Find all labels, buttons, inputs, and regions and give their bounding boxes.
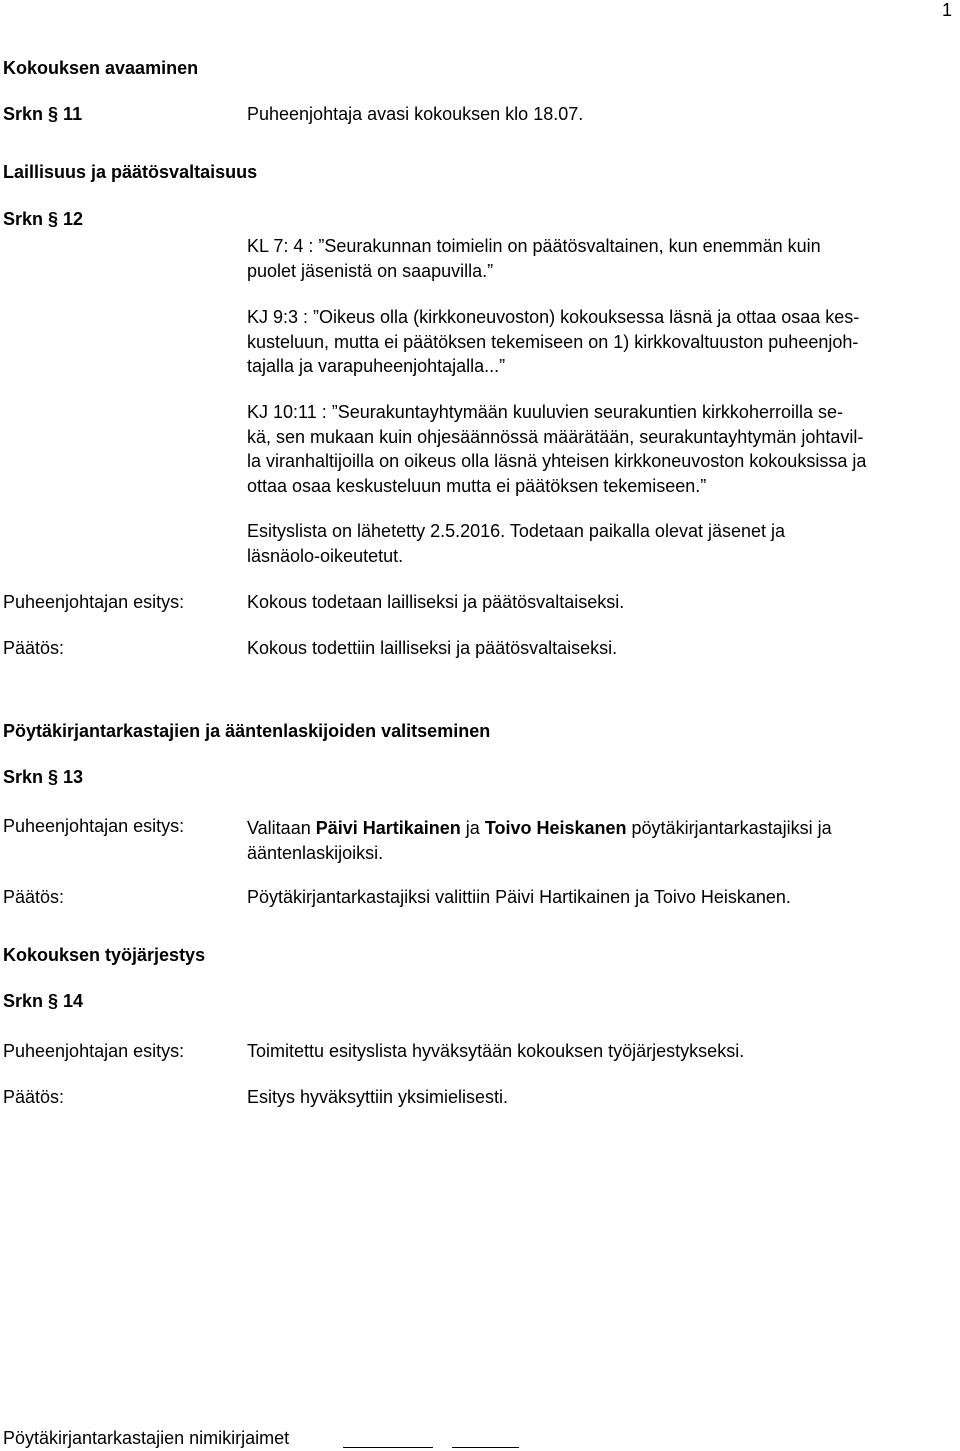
kj93-quote-line: kusteluun, mutta ei päätöksen tekemiseen on 1) kirkkovaltuuston puheenjoh- bbox=[247, 331, 859, 352]
kj93-quote-line: tajalla ja varapuheenjohtajalla...” bbox=[247, 356, 506, 376]
srkn-prefix: Srkn bbox=[3, 767, 49, 787]
decision-text: Esitys hyväksyttiin yksimielisesti. bbox=[247, 1087, 509, 1107]
inspectors-proposal-line bbox=[247, 816, 957, 841]
srkn-number: 12 bbox=[63, 209, 84, 229]
inspectors-proposal-paragraph bbox=[247, 816, 957, 865]
signature-line bbox=[343, 1447, 433, 1448]
srkn-11: Srkn § 11 bbox=[3, 104, 83, 124]
section-heading-agenda: Kokouksen työjärjestys bbox=[3, 945, 206, 965]
agenda-sent-paragraph bbox=[247, 519, 957, 568]
srkn-14: Srkn § 14 bbox=[3, 991, 84, 1011]
srkn-prefix: Srkn bbox=[3, 991, 49, 1011]
agenda-sent-line: Esityslista on lähetetty 2.5.2016. Todetaan paikalla olevat jäsenet ja bbox=[247, 521, 786, 541]
kj93-quote-line: KJ 9:3 : ”Oikeus olla (kirkkoneuvoston) kokouksessa läsnä ja ottaa osaa kes- bbox=[247, 307, 860, 327]
kj93-quote-paragraph bbox=[247, 305, 957, 379]
inspectors-proposal-line: ääntenlaskijoiksi. bbox=[247, 842, 384, 863]
srkn-13: Srkn § 13 bbox=[3, 767, 84, 787]
kj1011-quote-line: la viranhaltijoilla on oikeus olla läsnä yhteisen kirkkoneuvoston kokouksissa ja bbox=[247, 451, 867, 471]
kj1011-quote-line: ottaa osaa keskusteluun mutta ei päätöksen tekemiseen.” bbox=[247, 475, 707, 496]
kl-quote-paragraph bbox=[247, 234, 957, 283]
decision-label: Päätös: bbox=[3, 1087, 65, 1107]
decision-label: Päätös: bbox=[3, 638, 65, 658]
proposal-text-part: Valitaan bbox=[247, 818, 316, 838]
signature-label: Pöytäkirjantarkastajien nimikirjaimet bbox=[3, 1428, 290, 1448]
section-heading-opening: Kokouksen avaaminen bbox=[3, 58, 199, 78]
section-heading-inspectors: Pöytäkirjantarkastajien ja ääntenlaskijoiden valitseminen bbox=[3, 721, 491, 741]
decision-label: Päätös: bbox=[3, 887, 65, 907]
srkn-prefix: Srkn bbox=[3, 209, 49, 229]
srkn-number: 11 bbox=[63, 104, 83, 124]
proposal-label: Puheenjohtajan esitys: bbox=[3, 1041, 185, 1061]
srkn-number: 13 bbox=[63, 767, 84, 787]
inspector-name: Toivo Heiskanen bbox=[484, 818, 627, 838]
inspector-name: Päivi Hartikainen bbox=[315, 818, 461, 838]
agenda-sent-line: läsnäolo-oikeutetut. bbox=[247, 545, 404, 566]
decision-text: Pöytäkirjantarkastajiksi valittiin Päivi Hartikainen ja Toivo Heiskanen. bbox=[247, 887, 791, 907]
proposal-label: Puheenjohtajan esitys: bbox=[3, 816, 185, 836]
section-heading-legality: Laillisuus ja päätösvaltaisuus bbox=[3, 162, 258, 182]
proposal-text-part: ja bbox=[460, 818, 485, 838]
srkn-12: Srkn § 12 bbox=[3, 209, 84, 229]
kl-quote-line: puolet jäsenistä on saapuvilla.” bbox=[247, 260, 494, 281]
page-number: 1 bbox=[941, 0, 952, 20]
decision-text: Kokous todettiin lailliseksi ja päätösvaltaiseksi. bbox=[247, 638, 618, 658]
proposal-text: Kokous todetaan lailliseksi ja päätösvaltaiseksi. bbox=[247, 592, 625, 612]
proposal-label: Puheenjohtajan esitys: bbox=[3, 592, 185, 612]
kj1011-quote-paragraph bbox=[247, 400, 957, 498]
kj1011-quote-line: KJ 10:11 : ”Seurakuntayhtymään kuuluvien seurakuntien kirkkoherroilla se- bbox=[247, 402, 843, 422]
srkn-number: 14 bbox=[63, 991, 84, 1011]
kj1011-quote-line: kä, sen mukaan kuin ohjesäännössä määrätään, seurakuntayhtymän johtavil- bbox=[247, 426, 864, 447]
srkn-prefix: Srkn bbox=[3, 104, 49, 124]
kl-quote-line: KL 7: 4 : ”Seurakunnan toimielin on päätösvaltainen, kun enemmän kuin bbox=[247, 236, 821, 256]
proposal-text: Toimitettu esityslista hyväksytään kokouksen työjärjestykseksi. bbox=[247, 1041, 745, 1061]
opening-text: Puheenjohtaja avasi kokouksen klo 18.07. bbox=[247, 104, 584, 124]
signature-line bbox=[452, 1447, 519, 1448]
proposal-text-part: pöytäkirjantarkastajiksi ja bbox=[626, 818, 832, 838]
